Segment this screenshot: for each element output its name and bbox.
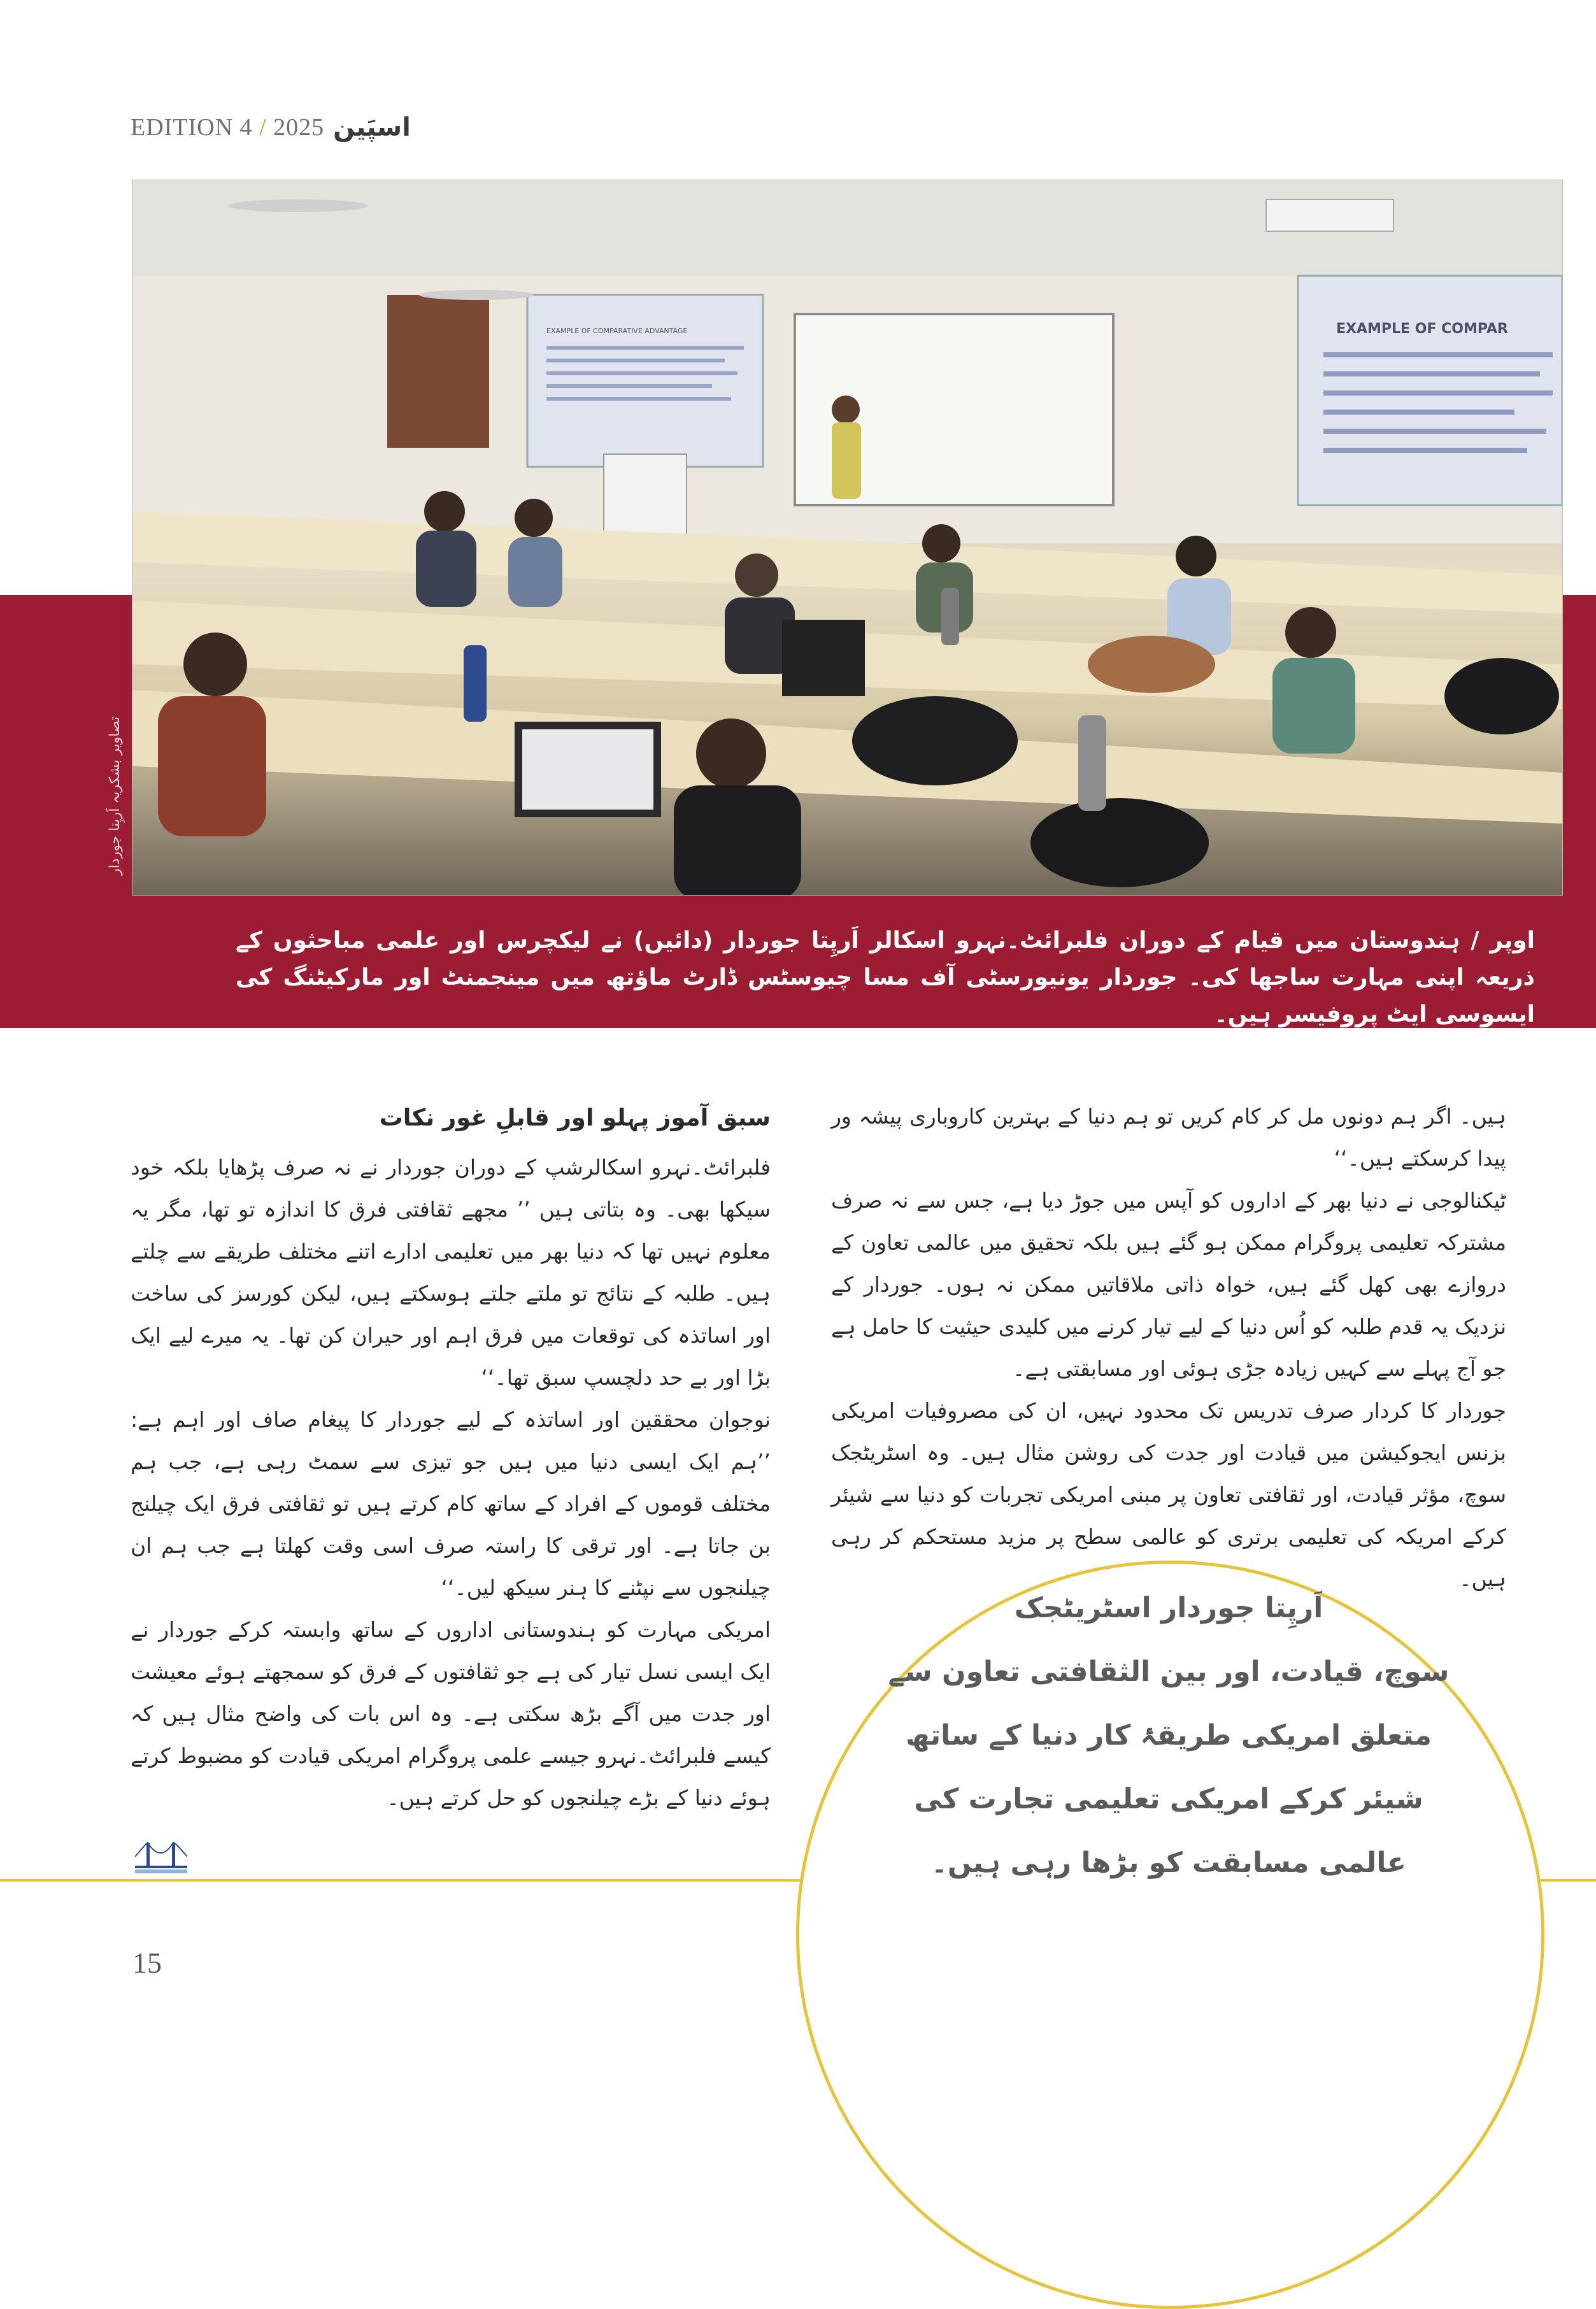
photo-caption: اوپر / ہندوستان میں قیام کے دوران فلبرائٹ۔نہرو اسکالر اَرپِتا جوردار (دائیں) نے لیکچرس اور علمی مباحثوں کے ذریعہ اپنی مہارت ساجھا کی۔ جوردار یونیورسٹی آف مسا چیوسٹس ڈارٹ ماؤتھ میں مینجمنٹ اور مارکیٹنگ کی ایسوسی ایٹ پروفیسر ہیں۔ — [236, 927, 1535, 1027]
paragraph: امریکی مہارت کو ہندوستانی اداروں کے ساتھ وابستہ کرکے جوردار نے ایک ایسی نسل تیار کی ہے جو ثقافتوں کے فرق کو سمجھتے ہوئے معیشت اور جدت میں آگے بڑھ سکتی ہے۔ وہ اس بات کی واضح مثال ہیں کہ کیسے فلبرائٹ۔نہرو جیسے علمی پروگرام امریکی قیادت کو مضبوط کرتے ہوئے دنیا کے بڑے چیلنجوں کو حل کرتے ہیں۔ — [131, 1617, 771, 1810]
paragraph: ٹیکنالوجی نے دنیا بھر کے اداروں کو آپس میں جوڑ دیا ہے، جس سے نہ صرف مشترکہ تعلیمی پروگرام ممکن ہو گئے ہیں بلکہ تحقیق میں عالمی تعاون کے دروازے بھی کھل گئے ہیں، خواہ ذاتی ملاقاتیں ممکن نہ ہوں۔ جوردار کے نزدیک یہ قدم طلبہ کو اُس دنیا کے لیے تیار کرنے میں کلیدی حیثیت کا حامل ہے جو آج پہلے سے کہیں زیادہ جڑی ہوئی اور مسابقتی ہے۔ — [831, 1188, 1506, 1381]
classroom-photo — [132, 180, 1562, 895]
pull-quote-line: متعلق امریکی طریقۂ کار دنیا کے ساتھ — [905, 1719, 1432, 1752]
pull-quote — [847, 1576, 1490, 1895]
pull-quote-line: عالمی مسابقت کو بڑھا رہی ہیں۔ — [931, 1847, 1406, 1879]
page-number: 15 — [132, 1947, 162, 1979]
left-slide-title: EXAMPLE OF COMPARATIVE ADVANTAGE — [546, 327, 688, 335]
paragraph: فلبرائٹ۔نہرو اسکالرشپ کے دوران جوردار نے نہ صرف پڑھایا بلکہ خود سیکھا بھی۔ وہ بتاتی ہیں ’’ مجھے ثقافتی فرق کا اندازہ تو تھا، مگر یہ معلوم نہیں تھا کہ دنیا بھر میں تعلیمی ادارے اتنے مختلف طریقے سے چلتے ہیں۔ طلبہ کے نتائج تو ملتے جلتے ہوسکتے ہیں، لیکن کورسز کی ساخت اور اساتذہ کی توقعات میں فرق اہم اور حیران کن تھا۔ یہ میرے لیے ایک بڑا اور بے حد دلچسپ سبق تھا۔‘‘ — [131, 1155, 771, 1390]
classroom-illustration — [132, 180, 1562, 895]
edition-text: EDITION 4 — [131, 114, 253, 141]
section-heading: سبق آموز پہلو اور قابلِ غور نکات — [379, 1104, 771, 1131]
edition-slash: / — [259, 114, 267, 141]
pull-quote-line: سوچ، قیادت، اور بین الثقافتی تعاون سے — [888, 1655, 1450, 1688]
pull-quote-line: اَرپِتا جوردار اسٹریٹجک — [1014, 1592, 1323, 1624]
magazine-masthead: اسپَین — [333, 113, 411, 142]
edition-year: 2025 — [273, 114, 325, 141]
paragraph: نوجوان محققین اور اساتذہ کے لیے جوردار کا پیغام صاف اور اہم ہے: ’’ہم ایک ایسی دنیا میں ہیں جو تیزی سے سمٹ رہی ہے، جب ہم مختلف قوموں کے افراد کے ساتھ کام کرتے ہیں تو ثقافتی فرق ایک چیلنج بن جاتا ہے۔ اور ترقی کا راستہ صرف اسی وقت کھلتا ہے جب ہم ان چیلنجوں سے نپٹنے کا ہنر سیکھ لیں۔‘‘ — [131, 1407, 771, 1600]
edition-label — [131, 113, 324, 141]
article-column-right — [831, 1096, 1506, 1600]
page-header — [131, 105, 449, 150]
article-column-left — [131, 1096, 771, 1819]
photo-credit: تصاویر بشکریہ اَرپِتا جوردار — [107, 717, 123, 876]
bridge-icon — [135, 1838, 187, 1876]
paragraph: ہیں۔ اگر ہم دونوں مل کر کام کریں تو ہم دنیا کے بہترین کاروباری پیشہ ور پیدا کرسکتے ہیں۔‘‘ — [831, 1104, 1506, 1171]
paragraph: جوردار کا کردار صرف تدریس تک محدود نہیں، ان کی مصروفیات امریکی بزنس ایجوکیشن میں قیادت اور جدت کی روشن مثال ہیں۔ وہ اسٹریٹجک سوچ، مؤثر قیادت، اور ثقافتی تعاون پر مبنی امریکی تجربات کو دنیا سے شیئر کرکے امریکہ کی تعلیمی برتری کو عالمی سطح پر مزید مستحکم کر رہی ہیں۔ — [831, 1398, 1506, 1591]
right-slide-title: EXAMPLE OF COMPAR — [1336, 321, 1508, 337]
pull-quote-line: شیئر کرکے امریکی تعلیمی تجارت کی — [914, 1783, 1423, 1815]
